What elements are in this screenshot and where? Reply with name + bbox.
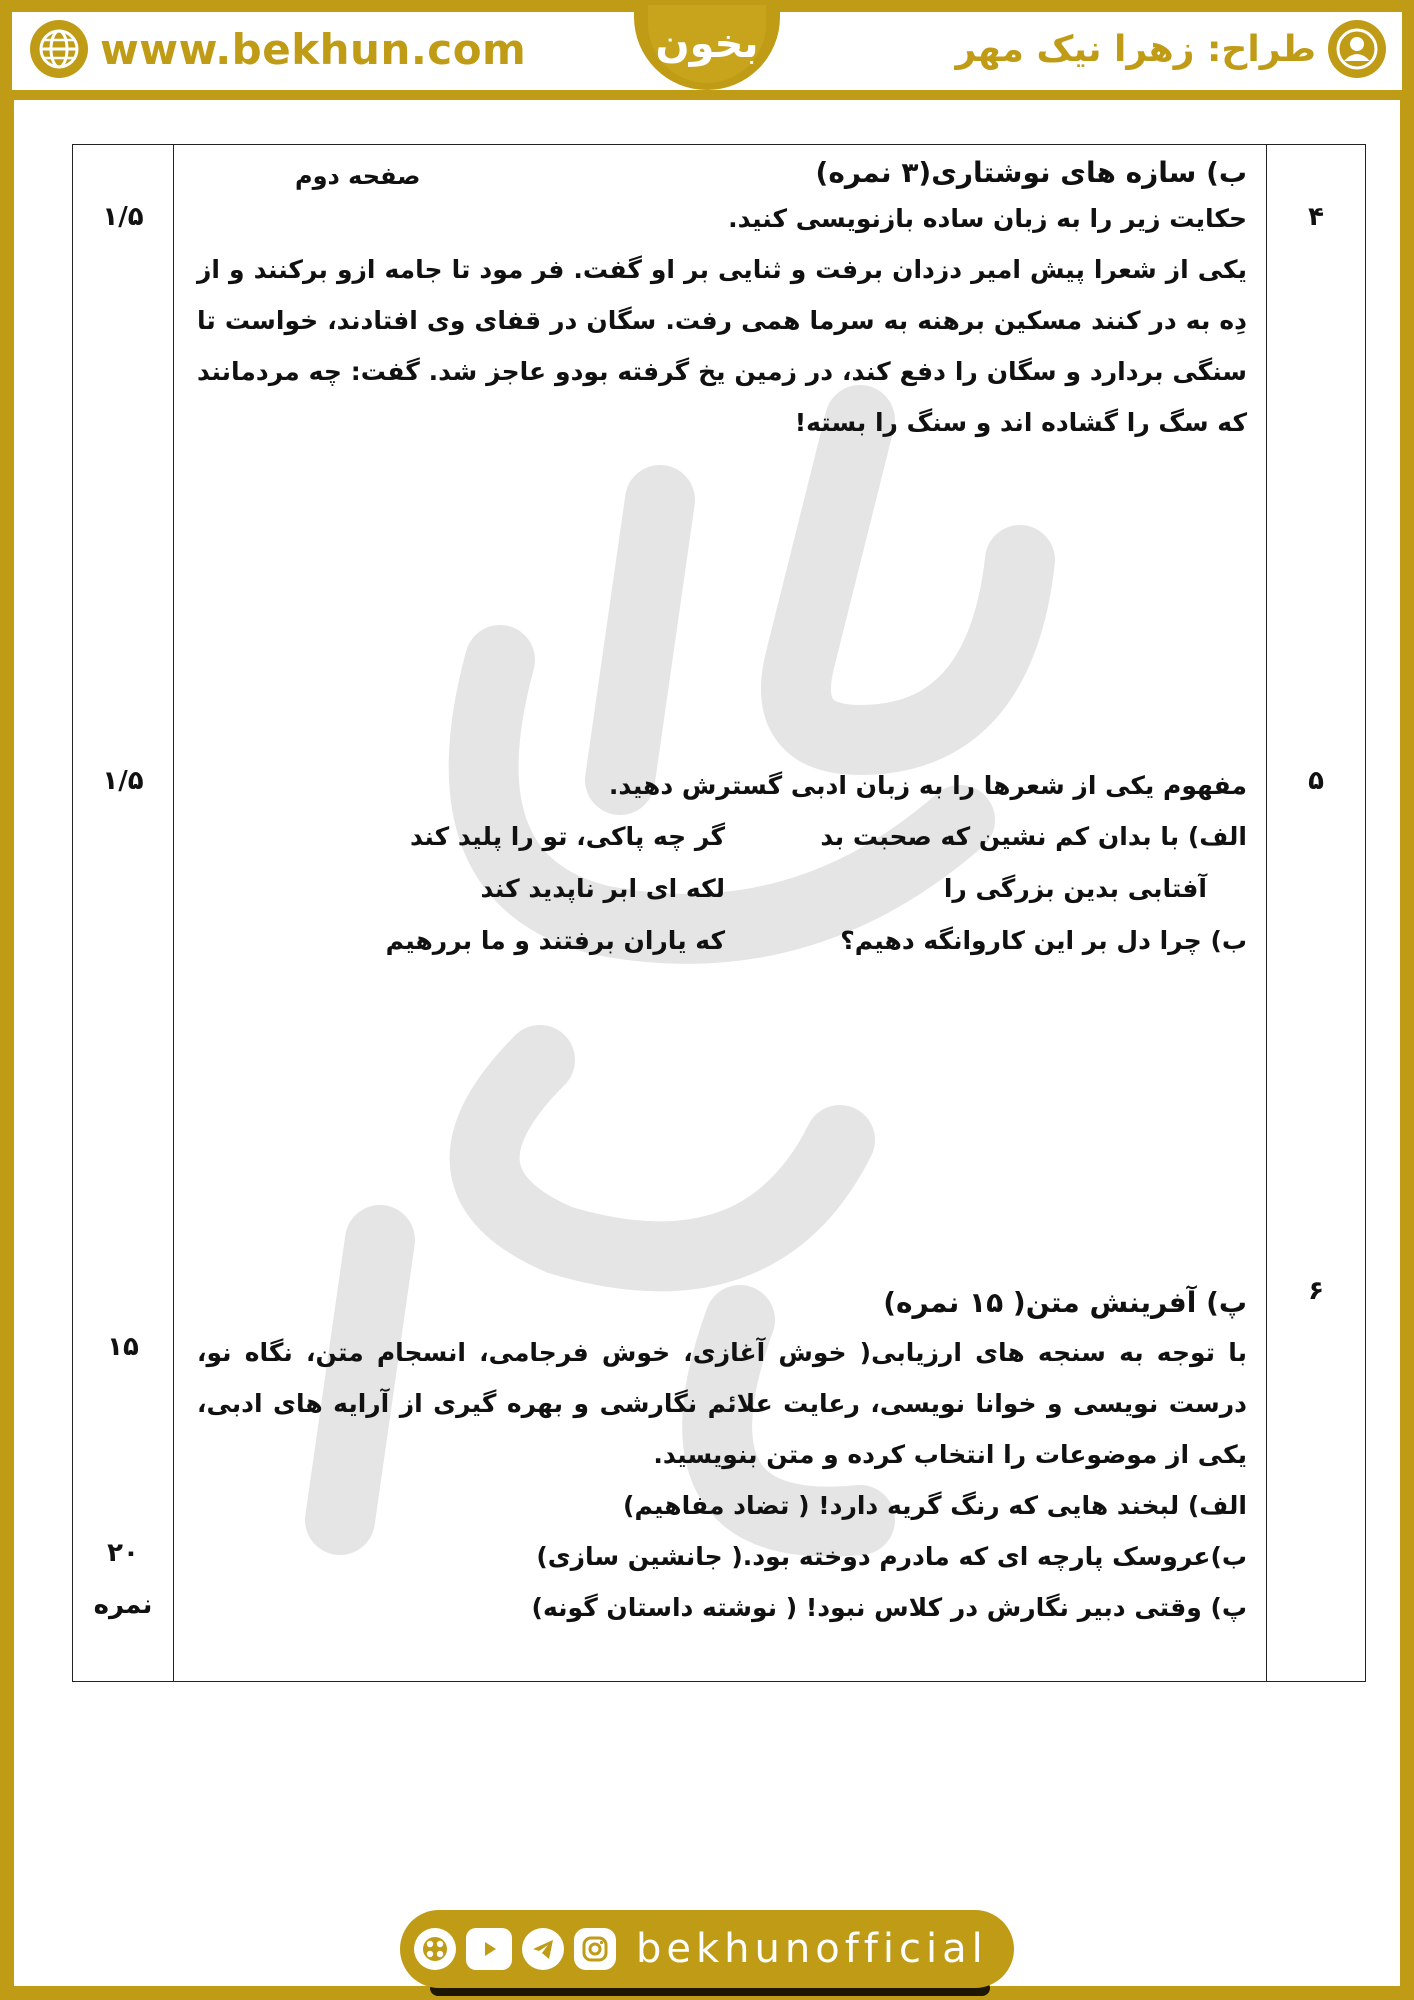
social-handle[interactable]: bekhunofficial — [636, 1926, 988, 1972]
question-number-5: ۵ — [1308, 766, 1324, 796]
question-6 — [197, 1286, 1247, 1633]
question-number-4: ۴ — [1308, 202, 1324, 232]
verse-2-right: آفتابی بدین بزرگی را — [943, 874, 1207, 903]
youtube-icon[interactable] — [466, 1928, 512, 1970]
section-heading-b: ب) سازه های نوشتاری(۳ نمره) — [815, 156, 1247, 189]
total-score-unit: نمره — [93, 1590, 153, 1620]
question-6-option-3: پ) وقتی دبیر نگارش در کلاس نبود! ( نوشته داستان گونه) — [531, 1593, 1247, 1622]
verse-3-left: که یاران برفتند و ما بررهیم — [385, 926, 725, 955]
verse-2-left: لکه ای ابر ناپدید کند — [480, 874, 725, 903]
question-6-option-2: ب)عروسک پارچه ای که مادرم دوخته بود.( جانشین سازی) — [536, 1542, 1247, 1571]
question-6-option-1: الف) لبخند هایی که رنگ گریه دارد! ( تضاد مفاهیم) — [623, 1491, 1247, 1520]
designer-credit — [955, 20, 1386, 78]
question-4-text: یکی از شعرا پیش امیر دزدان برفت و ثنایی بر او گفت. فر مود تا جامه ازو برکنند و از دِه به در کنند مسکین برهنه به سرما همی رفت. سگان در قفای وی افتادند، خواست تا سنگی بردارد و سگان را دفع کند، در زمین یخ گرفته بودو عاجز شد. گفت: چه مردمانند که سگ را گشاده اند و سنگ را بسته! — [197, 255, 1247, 437]
site-link[interactable] — [30, 20, 526, 78]
question-5 — [197, 760, 1247, 811]
aparat-icon[interactable] — [414, 1928, 456, 1970]
question-6-text: با توجه به سنجه های ارزیابی( خوش آغازی، خوش فرجامی، انسجام متن، نگاه نو، درست نویسی و خوانا نویسی، رعایت علائم نگارشی و بهره گیری از آرایه های ادبی، یکی از موضوعات را انتخاب کرده و متن بنویسید. — [197, 1338, 1247, 1469]
exam-table — [72, 144, 1366, 1682]
question-4 — [197, 156, 1247, 448]
instagram-icon[interactable] — [574, 1928, 616, 1970]
verse-1-left: گر چه پاکی، تو را پلید کند — [409, 822, 725, 851]
score-column — [73, 145, 174, 1682]
score-question-5: ۱/۵ — [102, 766, 144, 796]
user-icon — [1328, 20, 1386, 78]
section-heading-p: پ) آفرینش متن( ۱۵ نمره) — [883, 1286, 1247, 1319]
globe-icon — [30, 20, 88, 78]
brand-logo-text: بخون — [648, 5, 766, 83]
question-4-instruction: حکایت زیر را به زبان ساده بازنویسی کنید. — [728, 204, 1247, 233]
verse-3-right: ب) چرا دل بر این کاروانگه دهیم؟ — [840, 926, 1247, 955]
question-content-column — [174, 145, 1267, 1682]
site-url: www.bekhun.com — [100, 24, 527, 74]
designer-name: طراح: زهرا نیک مهر — [955, 28, 1316, 70]
score-question-4: ۱/۵ — [102, 202, 144, 232]
question-number-column — [1267, 145, 1366, 1682]
verse-1-right: الف) با بدان کم نشین که صحبت بد — [820, 822, 1247, 851]
page-label: صفحه دوم — [295, 162, 421, 190]
telegram-icon[interactable] — [522, 1928, 564, 1970]
score-question-6: ۱۵ — [107, 1332, 139, 1362]
social-footer — [400, 1910, 1014, 1988]
question-number-6: ۶ — [1308, 1276, 1324, 1306]
total-score-value: ۲۰ — [107, 1538, 139, 1568]
question-5-instruction: مفهوم یکی از شعرها را به زبان ادبی گسترش دهید. — [608, 771, 1247, 800]
